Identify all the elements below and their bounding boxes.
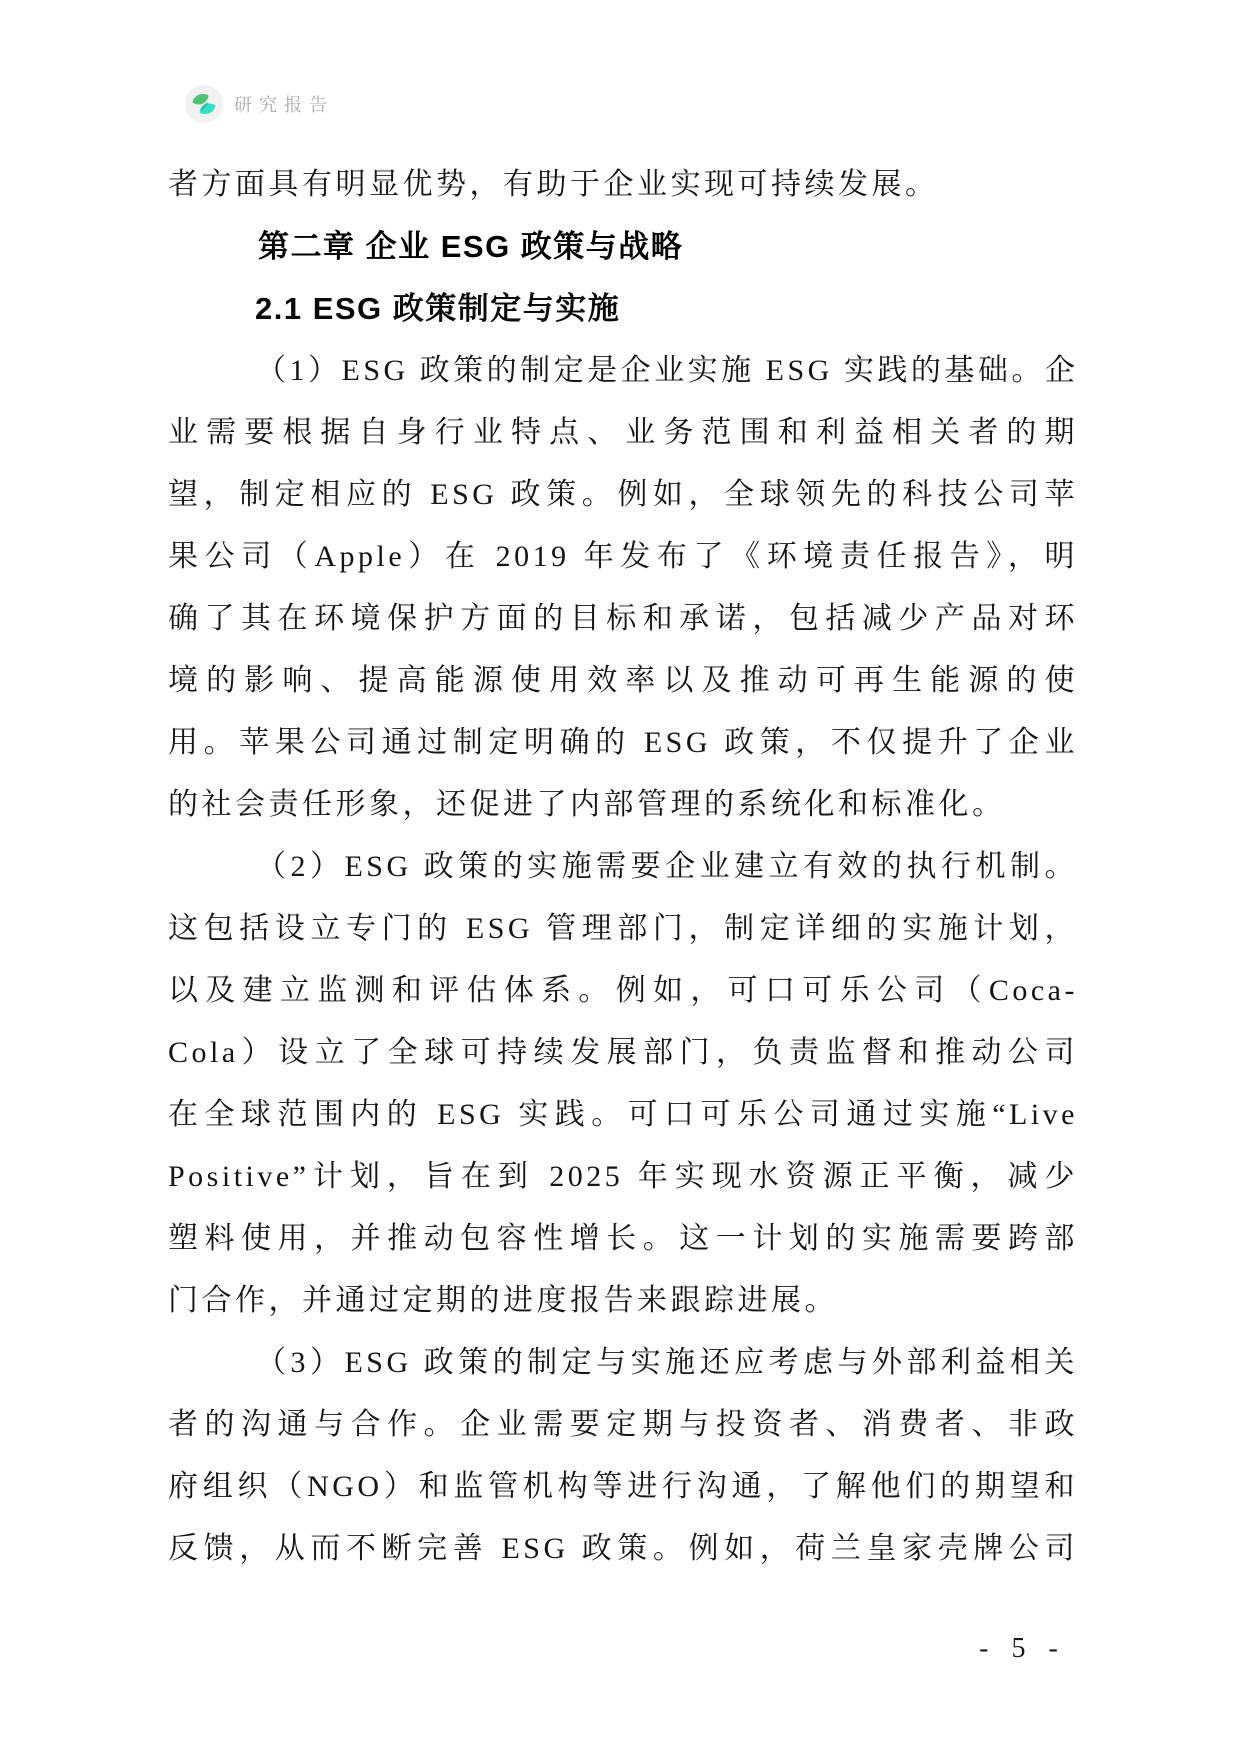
body-line: 反馈，从而不断完善 ESG 政策。例如，荷兰皇家壳牌公司 [168,1532,1078,1565]
body-line: 在全球范围内的 ESG 实践。可口可乐公司通过实施“Live [168,1098,1078,1131]
page-number: - 5 - [979,1633,1061,1664]
body-line: Positive”计划，旨在到 2025 年实现水资源正平衡，减少 [168,1160,1078,1193]
body-line: （2）ESG 政策的实施需要企业建立有效的执行机制。 [256,850,1078,883]
page-header [185,85,334,123]
body-line: 这包括设立专门的 ESG 管理部门，制定详细的实施计划， [168,912,1078,945]
body-line: 以及建立监测和评估体系。例如，可口可乐公司（Coca- [168,974,1078,1007]
body-line: 的社会责任形象，还促进了内部管理的系统化和标准化。 [168,788,1006,821]
body-line: 果公司（Apple）在 2019 年发布了《环境责任报告》，明 [168,540,1078,573]
continuation-line: 者方面具有明显优势，有助于企业实现可持续发展。 [168,168,939,201]
body-line: 用。苹果公司通过制定明确的 ESG 政策，不仅提升了企业 [168,726,1078,759]
body-line: 门合作，并通过定期的进度报告来跟踪进展。 [168,1284,838,1317]
brand-label: 研究报告 [234,95,334,115]
body-line: 业需要根据自身行业特点、业务范围和利益相关者的期 [168,416,1078,449]
body-line: 府组织（NGO）和监管机构等进行沟通，了解他们的期望和 [168,1470,1078,1503]
body-line: 望，制定相应的 ESG 政策。例如，全球领先的科技公司苹 [168,478,1078,511]
document-body [168,154,1078,1580]
body-line: 境的影响、提高能源使用效率以及推动可再生能源的使 [168,664,1078,697]
body-line: （1）ESG 政策的制定是企业实施 ESG 实践的基础。企 [256,354,1079,387]
body-line: 塑料使用，并推动包容性增长。这一计划的实施需要跨部 [168,1222,1078,1255]
section-heading: 2.1 ESG 政策制定与实施 [255,291,621,326]
body-line: 确了其在环境保护方面的目标和承诺，包括减少产品对环 [168,602,1078,635]
body-line: Cola）设立了全球可持续发展部门，负责监督和推动公司 [168,1036,1078,1069]
chapter-heading: 第二章 企业 ESG 政策与战略 [258,229,684,264]
body-line: 者的沟通与合作。企业需要定期与投资者、消费者、非政 [168,1408,1078,1441]
body-line: （3）ESG 政策的制定与实施还应考虑与外部利益相关 [256,1346,1078,1379]
brand-logo-icon [185,85,223,123]
paragraph-container [168,340,1078,1580]
